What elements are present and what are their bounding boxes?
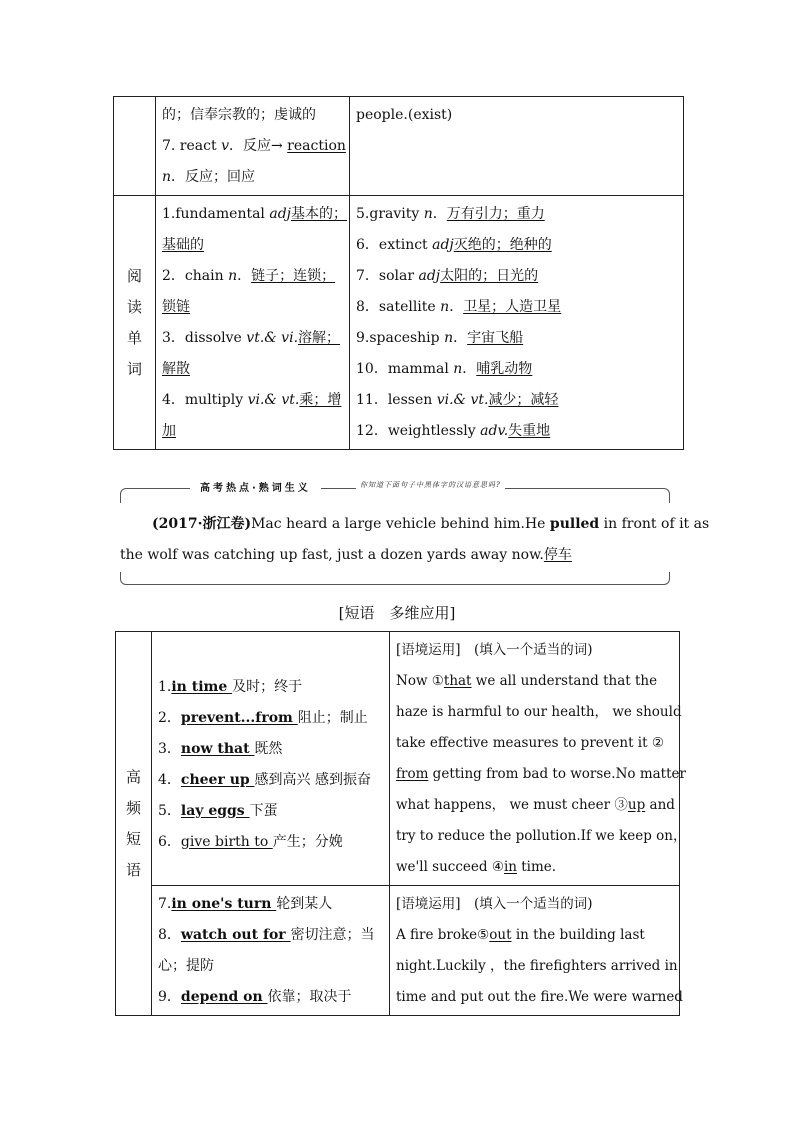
vocabulary-table (113, 96, 684, 450)
category-label-high-frequency-phrases: 高 频 短 语 (116, 632, 152, 1016)
answer-blank: 停车 (543, 547, 572, 563)
phrase-item: 8．watch out for 密切注意；当 (158, 927, 375, 943)
text-line: n．反应；回应 (162, 169, 256, 185)
answer-blank: reaction (287, 138, 346, 154)
phrase-table (115, 631, 687, 1016)
vocab-item: 8．satellite n．卫星；人造卫星 (356, 299, 562, 315)
table-row (116, 632, 680, 886)
bold-keyword: pulled (549, 516, 600, 532)
example-sentence-line2: the wolf was catching up fast, just a dozen yards away now.停车 (120, 547, 572, 563)
answer-blank: 加 (162, 423, 176, 439)
phrase: give birth to (180, 833, 273, 850)
phrase: lay eggs (180, 802, 250, 819)
vocab-item: 11．lessen vi.& vt.减少；减轻 (356, 392, 559, 408)
box-title: 高考热点·熟词生义 (190, 479, 321, 494)
text-line: people.(exist) (356, 107, 453, 123)
answer-blank: 灭绝的；绝种的 (453, 237, 552, 253)
phrase-item: 1.in time 及时；终于 (158, 678, 303, 695)
context-exercise-2: [语境运用] (填入一个适当的词) A fire broke⑤out in the building last night.Luckily ，the firefighters arrived in time and put out the fire.We were warned (390, 886, 680, 1016)
vocab-item: 10．mammal n．哺乳动物 (356, 361, 533, 377)
source-label: (2017·浙江卷) (152, 516, 252, 532)
answer-blank: 锁链 (162, 299, 190, 315)
answer-blank: 溶解； (298, 330, 341, 346)
table-row (114, 97, 684, 196)
exercise-heading: [语境运用] (填入一个适当的词) (396, 896, 593, 912)
vocab-left-column (156, 196, 350, 450)
answer-blank: 乘；增 (299, 392, 342, 408)
answer-blank: from (396, 766, 429, 782)
exercise-heading: [语境运用] (填入一个适当的词) (396, 642, 593, 658)
table-row (116, 886, 680, 1016)
phrase: watch out for (180, 927, 291, 943)
phrase: in time (171, 678, 233, 695)
answer-blank: 基础的 (162, 237, 204, 253)
phrase-item: 6．give birth to 产生；分娩 (158, 833, 343, 850)
section-title: [短语 多维应用] (338, 604, 456, 622)
vocab-item: 1.fundamental adj基本的； (162, 206, 348, 222)
exam-hot-topic-box (120, 476, 710, 588)
category-cell (114, 97, 156, 196)
phrase: now that (180, 740, 255, 757)
vocab-item: 4．multiply vi.& vt.乘；增 (162, 392, 342, 408)
vocab-item: 5.gravity n．万有引力；重力 (356, 206, 545, 222)
phrase-item: 7.in one's turn 轮到某人 (158, 896, 333, 912)
vocab-item: 7．solar adj太阳的；日光的 (356, 268, 539, 284)
answer-blank: 链子；连锁； (251, 268, 336, 284)
context-exercise-1: [语境运用] (填入一个适当的词) Now ①that we all understand that the haze is harmful to our health， we should take effective measures to prevent it ② from getting from bad to worse.No matter what happens， we must cheer ③up and try to reduce the pollution.If we keep on， we'll succeed ④in time. (390, 632, 680, 886)
answer-blank: 太阳的；日光的 (440, 268, 539, 284)
phrase-item: 5．lay eggs 下蛋 (158, 802, 278, 819)
phrase-list-1 (152, 632, 390, 886)
answer-blank: 基本的； (291, 206, 348, 222)
vocab-right-column (350, 196, 684, 450)
vocab-item: 3．dissolve vt.& vi.溶解； (162, 330, 341, 346)
category-label-reading-words: 阅 读 单 词 (114, 196, 156, 450)
phrase: in one's turn (171, 896, 277, 912)
box-hint: 你知道下面句子中黑体字的汉语意思吗? (356, 480, 505, 490)
item-react: 7. react v．反应→ reaction (162, 138, 346, 154)
phrase-item: 3．now that 既然 (158, 740, 283, 757)
answer-blank: 解散 (162, 361, 190, 377)
answer-blank: 卫星；人造卫星 (463, 299, 562, 315)
phrase: prevent...from (180, 709, 298, 726)
answer-blank: 哺乳动物 (476, 361, 533, 377)
text-line: 的；信奉宗教的；虔诚的 (162, 107, 316, 123)
phrase-item: 2．prevent...from 阻止；制止 (158, 709, 368, 726)
answer-blank: in (503, 859, 517, 875)
answer-blank: 万有引力；重力 (446, 206, 545, 222)
phrase: depend on (180, 989, 268, 1005)
phrase-list-2: 7.in one's turn 轮到某人 8．watch out for 密切注意；当 心；提防 9．depend on 依靠；取决于 (152, 886, 390, 1016)
vocab-item: 6．extinct adj灭绝的；绝种的 (356, 237, 552, 253)
phrase-item: 4．cheer up 感到高兴 感到振奋 (158, 771, 371, 788)
answer-blank: out (489, 927, 512, 943)
vocab-item: 2．chain n．链子；连锁； (162, 268, 336, 284)
vocab-item: 9.spaceship n．宇宙飞船 (356, 330, 524, 346)
phrase: cheer up (180, 771, 255, 788)
vocab-item: 12．weightlessly adv.失重地 (356, 423, 551, 439)
answer-blank: 减少；减轻 (488, 392, 559, 408)
answer-blank: up (627, 797, 646, 813)
cell-continuation-right (350, 97, 684, 196)
answer-blank: 失重地 (508, 423, 551, 439)
box-frame-bottom (120, 572, 670, 585)
answer-blank: 宇宙飞船 (467, 330, 524, 346)
cell-continuation-left (156, 97, 350, 196)
table-row (114, 196, 684, 450)
answer-blank: that (443, 673, 472, 689)
example-sentence-line1: (2017·浙江卷)Mac heard a large vehicle behind him.He pulled in front of it as (152, 516, 710, 532)
phrase-item: 9．depend on 依靠；取决于 (158, 989, 352, 1005)
